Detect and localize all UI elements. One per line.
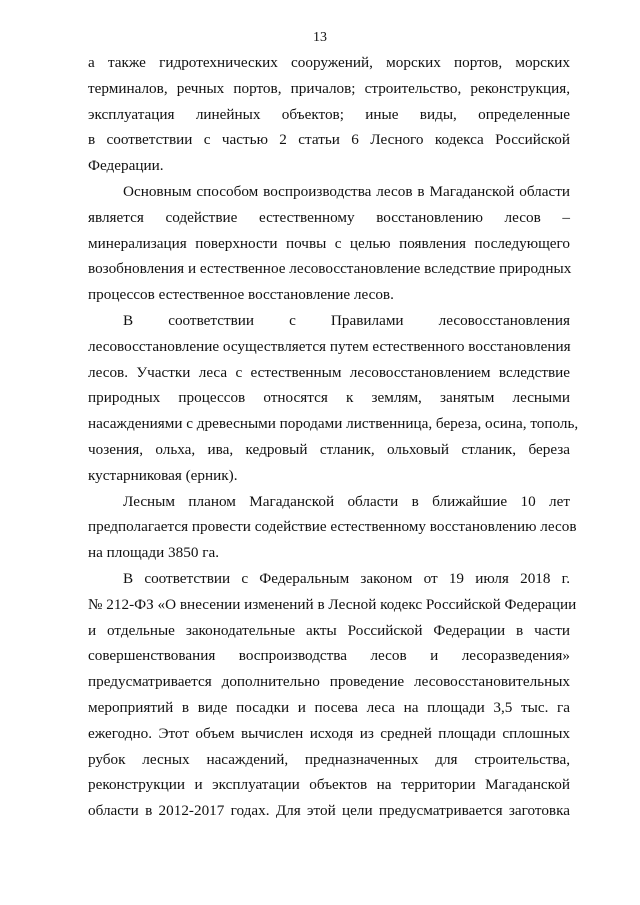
paragraph-first-line: Основным способом воспроизводства лесов в Магаданской области [123,182,570,200]
text-line: кустарниковая (ерник). [88,466,238,484]
text-line: рубок лесных насаждений, предназначенных для строительства, [88,750,570,768]
text-line: Федерации. [88,157,164,175]
text-line: чозения, ольха, ива, кедровый стланик, ольховый стланик, береза [88,440,570,458]
text-line: является содействие естественному восстановлению лесов – [88,208,570,226]
text-line: области в 2012-2017 годах. Для этой цели предусматривается заготовка [88,802,570,820]
text-line: минерализация поверхности почвы с целью появления последующего [88,234,570,252]
text-line: лесов. Участки леса с естественным лесовосстановлением вследствие [88,363,570,381]
paragraph-first-line: В соответствии с Правилами лесовосстановления [123,311,570,329]
text-line: терминалов, речных портов, причалов; строительство, реконструкция, [88,79,570,97]
text-line: предусматривается дополнительно проведение лесовосстановительных [88,673,570,691]
text-line: на площади 3850 га. [88,544,219,562]
text-line: ежегодно. Этот объем вычислен исходя из средней площади сплошных [88,724,570,742]
text-line: природных процессов относятся к землям, занятым лесными [88,389,570,407]
text-line: мероприятий в виде посадки и посева леса на площади 3,5 тыс. га [88,698,570,716]
text-line: в соответствии с частью 2 статьи 6 Лесного кодекса Российской [88,131,570,149]
text-line: насаждениями с древесными породами лиственница, береза, осина, тополь, [88,415,579,433]
text-line: эксплуатация линейных объектов; иные виды, определенные [88,105,570,123]
text-line: совершенствования воспроизводства лесов и лесоразведения» [88,647,570,665]
document-body [88,50,579,824]
text-line: и отдельные законодательные акты Российской Федерации в части [88,621,570,639]
paragraph-first-line: Лесным планом Магаданской области в ближайшие 10 лет [123,492,570,510]
text-line: а также гидротехнических сооружений, морских портов, морских [88,54,570,71]
text-line: процессов естественное восстановление лесов. [88,286,394,304]
text-line: предполагается провести содействие естественному восстановлению лесов [88,518,577,536]
text-line: лесовосстановление осуществляется путем естественного восстановления [88,337,571,355]
text-line: реконструкции и эксплуатации объектов на территории Магаданской [88,776,570,794]
text-line: возобновления и естественное лесовосстановление вследствие природных [88,260,572,278]
text-line: № 212-ФЗ «О внесении изменений в Лесной кодекс Российской Федерации [88,595,577,613]
page-number: 13 [313,30,327,45]
paragraph-first-line: В соответствии с Федеральным законом от 19 июля 2018 г. [123,569,570,587]
